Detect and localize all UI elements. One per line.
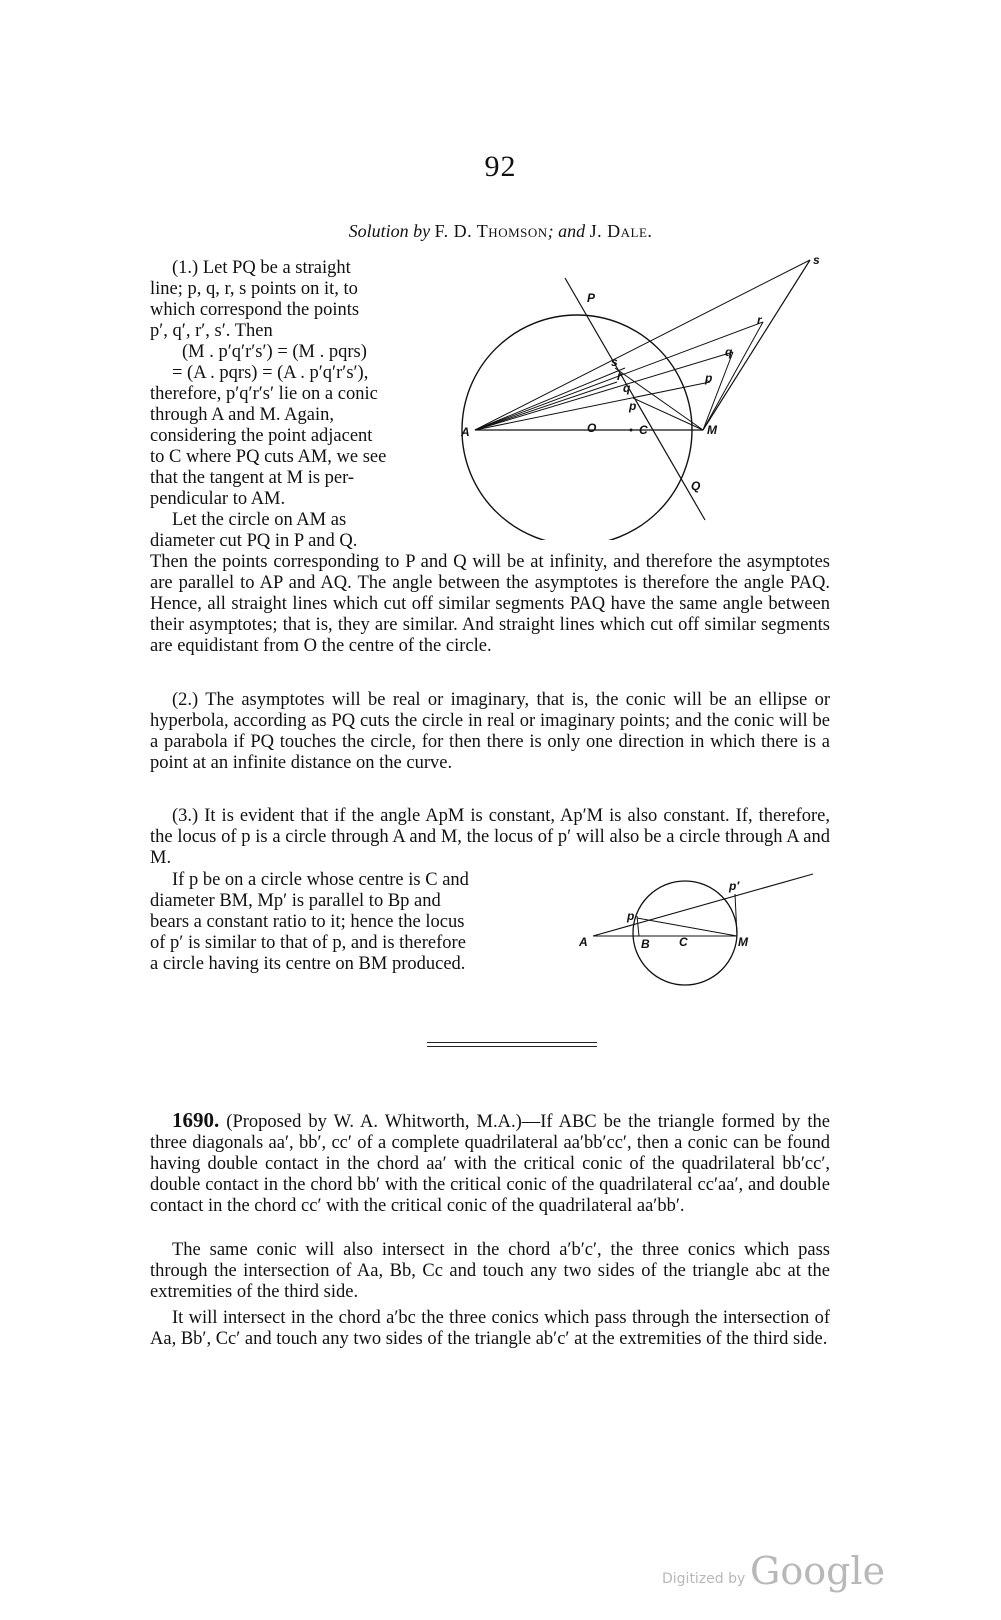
fig1-centre-dot (630, 429, 633, 432)
fig1-label-p: p (705, 371, 713, 385)
s1-line: considering the point adjacent (150, 426, 373, 446)
s1-line: therefore, p′q′r′s′ lie on a conic (150, 384, 378, 404)
s1-equation-1: (M . p′q′r′s′) = (M . pqrs) (182, 342, 367, 362)
solution-byline (0, 221, 1001, 242)
figure-1-circle-diagram (455, 250, 835, 540)
fig1-label-s: s (813, 253, 820, 267)
problem-1690-paragraph-3: It will intersect in the chord a′bc the three conics which pass through the intersection of Aa, Bb′, Cc′ and touch any two sides of the triangle ab′c′ at the extremities of the third side. (150, 1308, 830, 1349)
s1-line: (1.) Let PQ be a straight (172, 258, 351, 278)
fig1-label-s-inner: s (611, 355, 618, 369)
section-3-paragraph: (3.) It is evident that if the angle ApM is constant, Ap′M is also constant. If, therefore, the locus of p is a circle through A and M, the locus of p′ will also be a circle through A and M. (150, 806, 830, 868)
s1-line: p′, q′, r′, s′. Then (150, 321, 273, 341)
problem-statement: —If ABC be the triangle formed by the three diagonals aa′, bb′, cc′ of a complete quadrilateral aa′bb′cc′, then a conic can be found having double contact in the chord aa′ with the critical conic of the quadrilateral bb′cc′, double contact in the chord bb′ with the critical conic of the quadrilateral cc′aa′, and double contact in the chord cc′ with the critical conic of the quadrilateral aa′bb′. (150, 1112, 830, 1216)
s1-line: which correspond the points (150, 300, 360, 320)
fig1-label-A: A (461, 425, 470, 439)
section-1-column (150, 258, 434, 552)
fig1-circle (462, 315, 692, 540)
fig1-label-C: C (639, 423, 648, 437)
byline-prefix: Solution by (348, 221, 431, 241)
s1-line: through A and M. Again, (150, 405, 334, 425)
byline-author-2: J. Dale. (589, 221, 653, 241)
byline-author-1: F. D. Thomson (434, 221, 548, 241)
s3-line: bears a constant ratio to it; hence the locus (150, 912, 465, 932)
fig1-label-q-inner: q (623, 381, 631, 395)
fig1-label-r: r (757, 313, 762, 327)
s3-line: of p′ is similar to that of p, and is therefore (150, 933, 466, 953)
byline-separator: ; and (547, 221, 586, 241)
section-divider-bottom (427, 1046, 597, 1047)
s1-equation-2: = (A . pqrs) = (A . p′q′r′s′), (172, 363, 369, 383)
fig1-label-q: q (725, 345, 733, 359)
fig2-label-p-prime: p′ (729, 879, 740, 893)
s3-line: a circle having its centre on BM produced. (150, 954, 466, 974)
fig2-line-p-C (637, 918, 737, 936)
fig2-line-A-p2 (593, 874, 813, 936)
fig1-label-M: M (707, 423, 717, 437)
fig1-label-O: O (587, 421, 597, 435)
s3-line: If p be on a circle whose centre is C and (172, 870, 469, 890)
fig1-label-p-inner: p (629, 399, 637, 413)
figure-2-circle-diagram (575, 868, 825, 988)
s1-line: that the tangent at M is per- (150, 468, 355, 488)
fig1-line-M-s (703, 260, 810, 430)
problem-1690-paragraph-1 (150, 1110, 830, 1217)
fig1-line-M-q (703, 352, 733, 430)
fig1-label-Q: Q (691, 479, 701, 493)
s3-line: diameter BM, Mp′ is parallel to Bp and (150, 891, 441, 911)
s1-line: line; p, q, r, s points on it, to (150, 279, 358, 299)
watermark-small-text: Digitized by (662, 1571, 746, 1587)
problem-1690-paragraph-2: The same conic will also intersect in the chord a′b′c′, the three conics which pass through the intersection of Aa, Bb, Cc and touch any two sides of the triangle abc at the extremities of the third side. (150, 1240, 830, 1302)
s1-line: pendicular to AM. (150, 489, 286, 509)
section-divider-top (427, 1042, 597, 1043)
fig2-line-M-p2 (735, 894, 737, 936)
digitized-watermark (662, 1549, 886, 1593)
s1-line: Let the circle on AM as (172, 510, 347, 530)
watermark-logo-text: Google (750, 1549, 886, 1593)
fig1-label-P: P (587, 291, 596, 305)
fig2-label-M: M (738, 935, 748, 949)
s1-line: to C where PQ cuts AM, we see (150, 447, 387, 467)
fig2-line-B-p (637, 916, 639, 936)
problem-number: 1690. (172, 1108, 220, 1132)
fig2-label-A: A (579, 935, 588, 949)
section-3-column (150, 870, 550, 975)
fig2-label-p: p (627, 909, 635, 923)
fig2-label-C: C (679, 935, 688, 949)
fig1-line-A-s (475, 260, 810, 430)
problem-proposer: (Proposed by W. A. Whitworth, M.A.) (226, 1112, 522, 1132)
fig1-label-r-inner: r (617, 369, 622, 383)
fig1-line-A-q (475, 352, 733, 430)
s1-line: diameter cut PQ in P and Q. (150, 531, 358, 551)
fig2-label-B: B (641, 937, 650, 951)
section-2-paragraph: (2.) The asymptotes will be real or imaginary, that is, the conic will be an ellipse or hyperbola, according as PQ cuts the circle in real or imaginary points; and the conic will be a parabola if PQ touches the circle, for then there is only one direction in which there is a point at an infinite distance on the curve. (150, 690, 830, 773)
fig1-line-A-qsmall (475, 368, 625, 430)
page-number: 92 (484, 150, 517, 183)
section-1-continuation: Then the points corresponding to P and Q will be at infinity, and therefore the asymptotes are parallel to AP and AQ. The angle between the asymptotes is therefore the angle PAQ. Hence, all straight lines which cut off similar segments PAQ have the same angle between their asymptotes; that is, they are similar. And straight lines which cut off similar segments are equidistant from O the centre of the circle. (150, 552, 830, 656)
